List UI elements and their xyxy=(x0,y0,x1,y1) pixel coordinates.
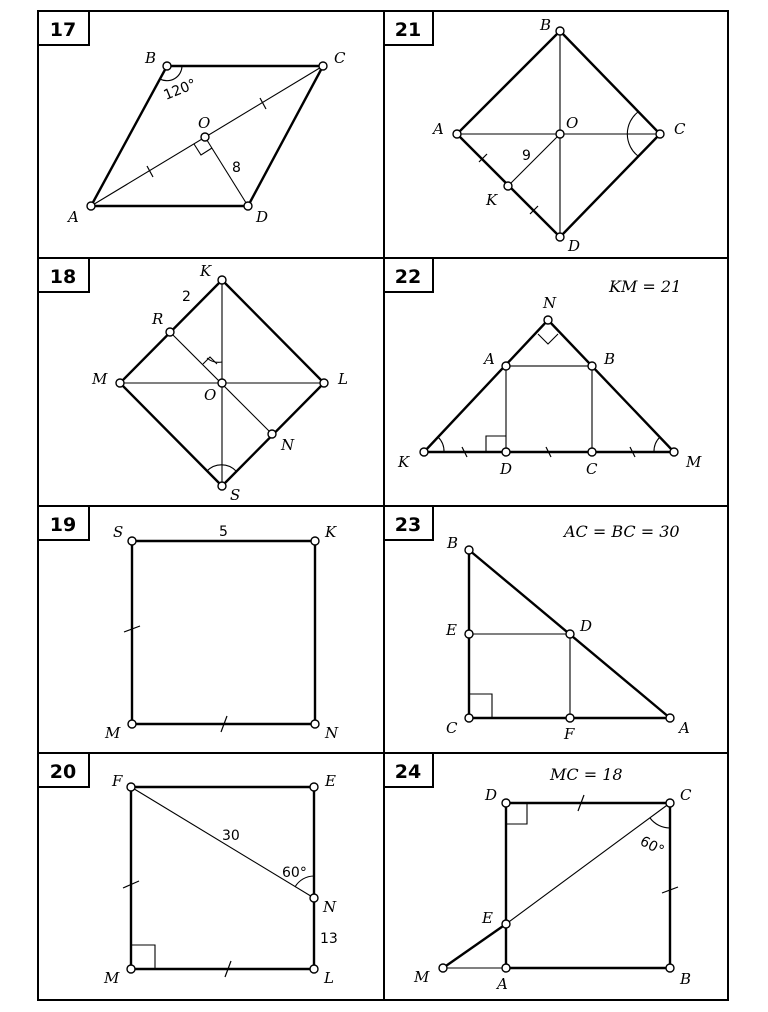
label-a: A xyxy=(68,208,79,226)
label-m: M xyxy=(414,968,430,986)
segment-ok xyxy=(508,134,560,186)
label-b: B xyxy=(145,49,157,67)
label-r: R xyxy=(152,310,164,328)
condition: MC = 18 xyxy=(550,765,623,784)
label-c: C xyxy=(674,120,686,138)
problem-number: 21 xyxy=(394,19,422,41)
label-n: N xyxy=(281,436,295,454)
label-k: K xyxy=(200,262,212,280)
label-c: C xyxy=(680,786,692,804)
label-d: D xyxy=(580,617,593,635)
label-m: M xyxy=(92,370,108,388)
label-b: B xyxy=(447,534,459,552)
problem-20 xyxy=(38,753,338,987)
label-c: C xyxy=(446,719,458,737)
problem-number: 23 xyxy=(394,514,422,536)
angle-value: 60° xyxy=(637,833,667,860)
segment-value: 2 xyxy=(182,289,191,305)
problem-22 xyxy=(384,258,702,478)
label-b: B xyxy=(680,970,692,988)
problem-23 xyxy=(384,506,690,743)
problem-18 xyxy=(38,258,348,504)
right-angle-mark xyxy=(538,334,558,344)
condition: KM = 21 xyxy=(609,277,682,296)
label-m: M xyxy=(105,724,121,742)
label-c: C xyxy=(334,49,346,67)
square-skmn xyxy=(132,541,315,724)
label-o: O xyxy=(566,114,579,132)
label-f: F xyxy=(564,725,575,743)
label-e: E xyxy=(446,621,457,639)
angle-value: 60° xyxy=(282,865,307,881)
problem-number: 24 xyxy=(394,761,422,783)
problem-17 xyxy=(38,11,346,226)
label-a: A xyxy=(679,719,690,737)
label-k: K xyxy=(398,453,410,471)
problem-19 xyxy=(38,506,339,742)
square-ecfd xyxy=(469,634,570,718)
problem-number: 19 xyxy=(49,514,77,536)
label-n: N xyxy=(543,294,557,312)
problem-number: 22 xyxy=(394,266,422,288)
label-d: D xyxy=(568,237,581,255)
label-m: M xyxy=(104,969,120,987)
label-l: L xyxy=(324,969,334,987)
problem-24 xyxy=(384,753,692,993)
angle-arc xyxy=(438,437,444,452)
angle-value: 120° xyxy=(161,76,199,104)
label-s: S xyxy=(230,486,241,504)
segment-ec xyxy=(506,803,670,924)
label-d: D xyxy=(256,208,269,226)
label-b: B xyxy=(540,16,552,34)
label-b: B xyxy=(604,350,616,368)
label-c: C xyxy=(586,460,598,478)
segment-value: 8 xyxy=(232,160,241,176)
label-e: E xyxy=(482,909,493,927)
angle-arc xyxy=(650,818,670,828)
problem-number: 20 xyxy=(49,761,77,783)
label-s: S xyxy=(113,523,124,541)
right-angle-mark xyxy=(194,144,212,155)
label-a: A xyxy=(484,350,495,368)
square-abcd xyxy=(506,366,592,452)
problem-21 xyxy=(384,11,686,255)
right-angle-mark xyxy=(469,694,492,718)
problem-number: 18 xyxy=(49,266,77,288)
segment-value: 30 xyxy=(222,828,240,844)
right-angle-mark xyxy=(131,945,155,969)
label-f: F xyxy=(112,772,123,790)
label-a: A xyxy=(497,975,508,993)
angle-arc xyxy=(207,358,222,362)
label-d: D xyxy=(485,786,498,804)
label-k: K xyxy=(325,523,337,541)
label-m: M xyxy=(686,453,702,471)
perpendicular-od xyxy=(205,137,248,206)
segment-value-2: 13 xyxy=(320,931,338,947)
segment-me xyxy=(443,924,506,968)
segment-value: 5 xyxy=(219,524,228,540)
segment-value: 9 xyxy=(522,148,531,164)
condition: AC = BC = 30 xyxy=(564,522,680,541)
triangle-knm xyxy=(424,320,674,452)
problem-number: 17 xyxy=(49,19,77,41)
label-e: E xyxy=(325,772,336,790)
label-n: N xyxy=(325,724,339,742)
label-o: O xyxy=(204,386,217,404)
label-n: N xyxy=(323,898,337,916)
label-k: K xyxy=(486,191,498,209)
label-a: A xyxy=(433,120,444,138)
square-dcba xyxy=(506,803,670,968)
label-d: D xyxy=(500,460,513,478)
label-o: O xyxy=(198,114,211,132)
label-l: L xyxy=(338,370,348,388)
angle-arc xyxy=(654,437,660,452)
